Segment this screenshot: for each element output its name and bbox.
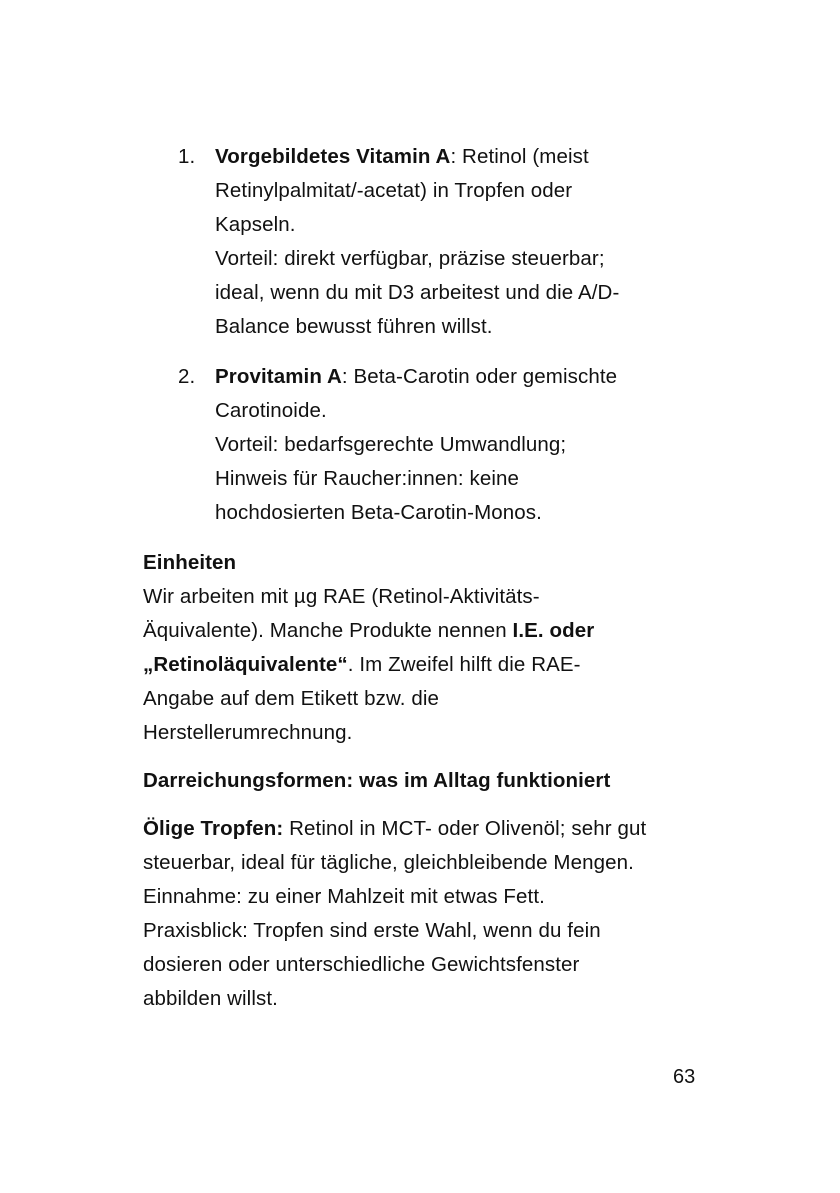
list-item-line — [215, 360, 703, 394]
list-item-line: Hinweis für Raucher:innen: keine — [215, 467, 520, 490]
forms-heading: Darreichungsformen: was im Alltag funktioniert — [143, 769, 611, 792]
list-item — [143, 360, 703, 530]
emphasis-text: I.E. oder — [512, 619, 595, 642]
units-section — [143, 546, 703, 750]
paragraph-line: abbilden willst. — [143, 987, 278, 1010]
paragraph-line — [143, 614, 703, 648]
list-item-text: : Beta-Carotin oder gemischte — [341, 365, 618, 388]
list-item-line — [215, 140, 703, 174]
paragraph-line: steuerbar, ideal für tägliche, gleichbleibende Mengen. — [143, 851, 634, 874]
paragraph-line: Praxisblick: Tropfen sind erste Wahl, wenn du fein — [143, 919, 601, 942]
list-item-line: ideal, wenn du mit D3 arbeitest und die A/D- — [215, 281, 620, 304]
list-item-term: Vorgebildetes Vitamin A — [215, 145, 451, 168]
forms-paragraph — [143, 812, 703, 1016]
paragraph-line — [143, 648, 703, 682]
list-number: 2. — [178, 365, 196, 388]
list-item-line: Balance bewusst führen willst. — [215, 315, 493, 338]
list-item-text: : Retinol (meist — [450, 145, 589, 168]
paragraph-line: Herstellerumrechnung. — [143, 721, 353, 744]
list-item-line: Carotinoide. — [215, 399, 327, 422]
list-item-line: Vorteil: direkt verfügbar, präzise steuerbar; — [215, 247, 605, 270]
units-heading: Einheiten — [143, 551, 237, 574]
drops-term: Ölige Tropfen: — [143, 817, 284, 840]
list-number: 1. — [178, 145, 196, 168]
spacer — [143, 750, 703, 764]
list-item-line: Kapseln. — [215, 213, 296, 236]
paragraph-line: dosieren oder unterschiedliche Gewichtsfenster — [143, 953, 580, 976]
paragraph-line: Angabe auf dem Etikett bzw. die — [143, 687, 439, 710]
paragraph-text: Äquivalente). Manche Produkte nennen — [143, 619, 513, 642]
paragraph-line: Einnahme: zu einer Mahlzeit mit etwas Fett. — [143, 885, 545, 908]
list-item-line: Retinylpalmitat/-acetat) in Tropfen oder — [215, 179, 573, 202]
page-number: 63 — [673, 1066, 696, 1088]
list-item-line: Vorteil: bedarfsgerechte Umwandlung; — [215, 433, 567, 456]
paragraph-line: Wir arbeiten mit µg RAE (Retinol-Aktivitäts- — [143, 585, 540, 608]
list-item — [143, 140, 703, 344]
list-item-line: hochdosierten Beta-Carotin-Monos. — [215, 501, 542, 524]
spacer — [143, 798, 703, 812]
paragraph-line — [143, 812, 703, 846]
list-item-term: Provitamin A — [215, 365, 342, 388]
numbered-list — [143, 140, 703, 530]
paragraph-text: . Im Zweifel hilft die RAE- — [347, 653, 581, 676]
emphasis-text: „Retinoläquivalente“ — [143, 653, 348, 676]
paragraph-text: Retinol in MCT- oder Olivenöl; sehr gut — [283, 817, 647, 840]
page-content — [143, 140, 703, 1016]
